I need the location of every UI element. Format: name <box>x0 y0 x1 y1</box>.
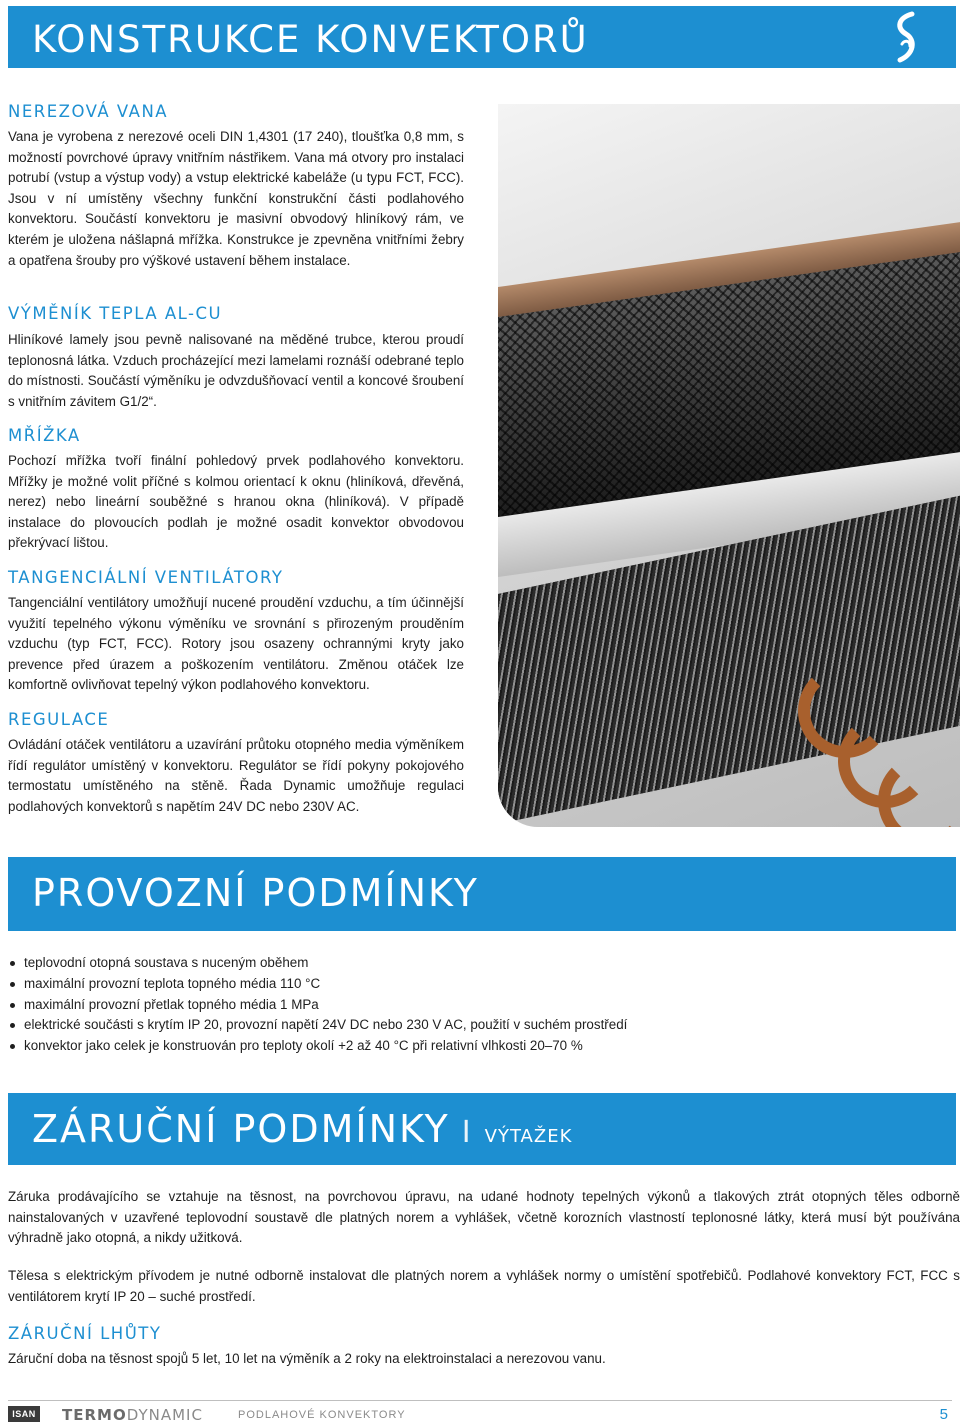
zarucni-paragraph-2: Tělesa s elektrickým přívodem je nutné odborně instalovat dle platných norem a vyhlášek normy o umístění spotřebičů. Podlahové konvektory FCT, FCC s ventilátorem krytí IP 20 – suché prostředí. <box>8 1268 960 1304</box>
lhuty-title: ZÁRUČNÍ LHŮTY <box>8 1324 162 1343</box>
footer <box>8 1406 952 1426</box>
provozni-list <box>8 953 627 1057</box>
convector-photo <box>498 104 960 827</box>
swirl-logo-icon <box>886 10 926 66</box>
list-item: teplovodní otopná soustava s nuceným oběhem <box>8 953 627 974</box>
title-separator: I <box>461 1115 473 1150</box>
company-logo: ISAN <box>8 1406 40 1422</box>
list-item: maximální provozní přetlak topného média 1 MPa <box>8 995 627 1016</box>
section-title-vana: NEREZOVÁ VANA <box>8 102 169 121</box>
brand-part2: DYNAMIC <box>126 1406 203 1424</box>
section-text-regulace: Ovládání otáček ventilátoru a uzavírání průtoku otopného media výměníkem řídí regulátor umístěný v konvektoru. Regulátor se řídí pokyny pokojového termostatu umístěného na stěně. Řada Dynamic umožňuje regulaci podlahových konvektorů s napětím 24V DC nebo 230V AC. <box>8 737 464 814</box>
section-title-ventilator: TANGENCIÁLNÍ VENTILÁTORY <box>8 568 284 587</box>
section-title-vymenik: VÝMĚNÍK TEPLA AL-CU <box>8 304 223 323</box>
list-item: maximální provozní teplota topného média 110 °C <box>8 974 627 995</box>
footer-label: PODLAHOVÉ KONVEKTORY <box>238 1409 406 1421</box>
section-text-ventilator: Tangenciální ventilátory umožňují nucené proudění vzduchu, a tím účinnější využití tepelného výkonu výměníku ve srovnání s přirozeným prouděním vzduchu (typ FCT, FCC). Rotory jsou osazeny ochrannými kryty jako prevence před úrazem a poškozením ventilátoru. Změnou otáček lze komfortně ovlivňovat tepelný výkon podlahového konvektoru. <box>8 595 464 693</box>
brand-logo <box>62 1406 203 1424</box>
page-title: KONSTRUKCE KONVEKTORŮ <box>32 18 589 61</box>
list-item: elektrické součásti s krytím IP 20, provozní napětí 24V DC nebo 230 V AC, použití v suchém prostředí <box>8 1015 627 1036</box>
section-text-vana: Vana je vyrobena z nerezové oceli DIN 1,4301 (17 240), tloušťka 0,8 mm, s možností povrchové úpravy vnitřním nástřikem. Vana má otvory pro instalaci potrubí (vstup a výstup vody) a vstup elektrické kabeláže (u typu FCT, FCC). Jsou v ní umístěny všechny funkční konstrukční části podlahového konvektoru. Součástí konvektoru je masivní obvodový hliníkový rám, ve kterém je uložena nášlapná mřížka. Konstrukce je zpevněna vnitřními žebry a opatřena šrouby pro výškové ustavení během instalace. <box>8 129 464 268</box>
provozni-title: PROVOZNÍ PODMÍNKY <box>32 871 479 915</box>
section-banner-provozni <box>8 857 956 931</box>
list-item: konvektor jako celek je konstruován pro teploty okolí +2 až 40 °C při relativní vlhkosti 20–70 % <box>8 1036 627 1057</box>
section-title-mrizka: MŘÍŽKA <box>8 426 81 445</box>
section-title-regulace: REGULACE <box>8 710 110 729</box>
zarucni-title: ZÁRUČNÍ PODMÍNKY <box>32 1107 450 1151</box>
header-banner <box>8 6 956 68</box>
section-text-mrizka: Pochozí mřížka tvoří finální pohledový prvek podlahového konvektoru. Mřížky je možné volit příčné s kolmou orientací k oknu (hliníková, dřevěná, nerez) nebo lineární souběžné s hranou okna (hliníková). V případě instalace do plovoucích podlah je možné osadit konvektor obvodovou překrývací lištou. <box>8 453 464 551</box>
lhuty-text: Záruční doba na těsnost spojů 5 let, 10 let na výměník a 2 roky na elektroinstalaci a nerezovou vanu. <box>8 1351 606 1366</box>
page-number: 5 <box>939 1406 948 1423</box>
zarucni-paragraph-1: Záruka prodávajícího se vztahuje na těsnost, na povrchovou úpravu, na udané hodnoty tepelných výkonů a tlakových ztrát otopných těles odborně nainstalovaných v uzavřené teplovodní soustavě dle platných norem a vyhlášek, včetně korozních vlastností teplonosné látky, která musí být používána výhradně jako otopná, a nikdy užitková. <box>8 1189 960 1246</box>
zarucni-subtitle: VÝTAŽEK <box>484 1126 573 1147</box>
section-banner-zarucni <box>8 1093 956 1165</box>
footer-divider <box>8 1400 952 1401</box>
section-text-vymenik: Hliníkové lamely jsou pevně nalisované na měděné trubce, kterou proudí teplonosná látka. Vzduch procházející mezi lamelami roznáší odebrané teplo do místnosti. Součástí výměníku je odvzdušňovací ventil a koncové šroubení s vnitřním závitem G1/2“. <box>8 332 464 409</box>
zarucni-heading <box>32 1107 572 1151</box>
brand-part1: TERMO <box>62 1406 127 1424</box>
